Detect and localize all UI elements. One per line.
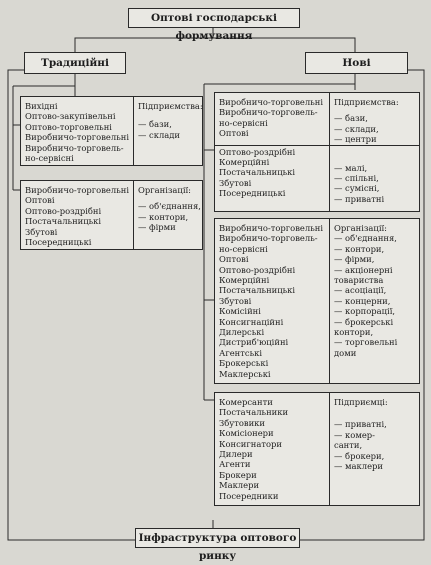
list-item: Постачальницькі [219, 167, 296, 178]
type-item: — приватні [334, 193, 385, 204]
list-item: Виробничо-торговель- [219, 233, 318, 244]
type-item: — асоціації, [334, 285, 387, 296]
right-block-3-items [219, 397, 288, 501]
type-item: контори, [334, 327, 374, 338]
top-title-box [128, 8, 300, 42]
type-item: — корпорації, [334, 306, 396, 317]
type-item: — контори, [334, 243, 385, 254]
type-label: Підприємства: [334, 97, 399, 107]
list-item: Комісіонери [219, 428, 274, 439]
right-block-3 [214, 392, 420, 506]
type-item: — сумісні, [334, 183, 380, 194]
right-block-2 [214, 218, 420, 384]
list-item: Дилерські [219, 327, 265, 338]
list-item: Комерційні [219, 275, 270, 286]
list-item: Оптові [25, 195, 55, 206]
list-item: Оптові [219, 128, 249, 139]
type-item: — малі, [334, 162, 368, 173]
list-item: Агентські [219, 347, 263, 358]
bottom-title: Інфраструктура оптового ринку [138, 532, 297, 562]
list-item: Виробничо-торговель- [25, 142, 124, 153]
list-item: Збутові [219, 295, 252, 306]
list-item: но-сервісні [25, 153, 74, 164]
list-item: Посередницькі [219, 188, 286, 199]
type-item: — центри [334, 134, 377, 145]
left-block-1-types [133, 97, 203, 165]
right-header: Нові [342, 57, 371, 69]
list-item: Консигнаційні [219, 316, 284, 327]
list-item: Консигнатори [219, 438, 282, 449]
type-item: — об'єднання, [334, 233, 397, 244]
list-item: Постачальники [219, 407, 289, 418]
type-item: — приватні, [334, 419, 387, 430]
list-item: Постачальницькі [219, 285, 296, 296]
top-title: Оптові господарські формування [150, 12, 278, 42]
left-header-box [24, 52, 126, 74]
left-block-1 [20, 96, 203, 166]
type-item: санти, [334, 440, 363, 451]
left-block-2-types [133, 181, 203, 249]
list-item: Посередники [219, 490, 279, 501]
type-item: — маклери [334, 461, 383, 472]
type-item: — склади, [334, 123, 379, 134]
right-block-2-types [329, 219, 420, 383]
list-item: Виробничо-торговельні [25, 132, 130, 143]
list-item: Брокерські [219, 358, 269, 369]
type-item: — бази, [334, 113, 368, 124]
list-item: Збутові [219, 177, 252, 188]
list-item: Комісійні [219, 306, 261, 317]
list-item: Виробничо-торговельні [25, 185, 130, 195]
left-block-2 [20, 180, 203, 250]
right-block-3-types [329, 393, 420, 505]
list-item: Оптово-роздрібні [219, 146, 296, 157]
type-item: — склади [138, 129, 181, 140]
type-item: — контори, [138, 211, 189, 222]
list-item: Збутовики [219, 417, 265, 428]
bottom-title-box [135, 528, 300, 562]
list-item: Посередницькі [25, 237, 92, 248]
list-item: Виробничо-торговельні [219, 223, 324, 233]
list-item: Маклери [219, 480, 260, 491]
type-label: Організації: [138, 185, 191, 195]
list-item: Оптово-закупівельні [25, 111, 116, 122]
list-item: Дилери [219, 449, 253, 460]
left-header: Традиційні [41, 57, 109, 69]
list-item: Комерсанти [219, 397, 273, 407]
left-block-2-items [25, 185, 129, 247]
type-label: Підприємства: [138, 101, 203, 111]
right-block-1-items [219, 97, 323, 199]
type-item: доми [334, 347, 357, 358]
type-item: — брокерські [334, 316, 394, 327]
type-item: — фірми [138, 222, 176, 233]
left-block-1-items [25, 101, 129, 163]
list-item: Оптово-роздрібні [25, 205, 102, 216]
list-item: но-сервісні [219, 117, 268, 128]
type-item: — бази, [138, 119, 172, 130]
list-item: Постачальницькі [25, 216, 102, 227]
right-block-1-types [329, 93, 420, 211]
list-item: Комерційні [219, 157, 270, 168]
list-item: Збутові [25, 226, 58, 237]
type-item: товариства [334, 275, 384, 286]
list-item: Оптово-роздрібні [219, 264, 296, 275]
list-item: Агенти [219, 459, 251, 470]
list-item: но-сервісні [219, 243, 268, 254]
right-header-box [305, 52, 408, 74]
list-item: Оптові [219, 254, 249, 265]
list-item: Брокери [219, 469, 257, 480]
type-item: — спільні, [334, 173, 379, 184]
type-item: — комер- [334, 429, 375, 440]
type-item: — акціонерні [334, 264, 393, 275]
type-item: — торговельні [334, 337, 398, 348]
type-item: — об'єднання, [138, 201, 201, 212]
type-item: — брокери, [334, 450, 385, 461]
list-item: Вихідні [25, 101, 58, 111]
right-block-1 [214, 92, 420, 212]
type-label: Організації: [334, 223, 387, 233]
type-item: — концерни, [334, 295, 391, 306]
type-label: Підприємці: [334, 397, 388, 407]
list-item: Дистриб'юційні [219, 337, 289, 348]
list-item: Оптово-торговельні [25, 121, 112, 132]
list-item: Маклерські [219, 368, 271, 379]
right-block-2-items [219, 223, 323, 379]
type-item: — фірми, [334, 254, 375, 265]
list-item: Виробничо-торговель- [219, 107, 318, 118]
list-item: Виробничо-торговельні [219, 97, 324, 107]
